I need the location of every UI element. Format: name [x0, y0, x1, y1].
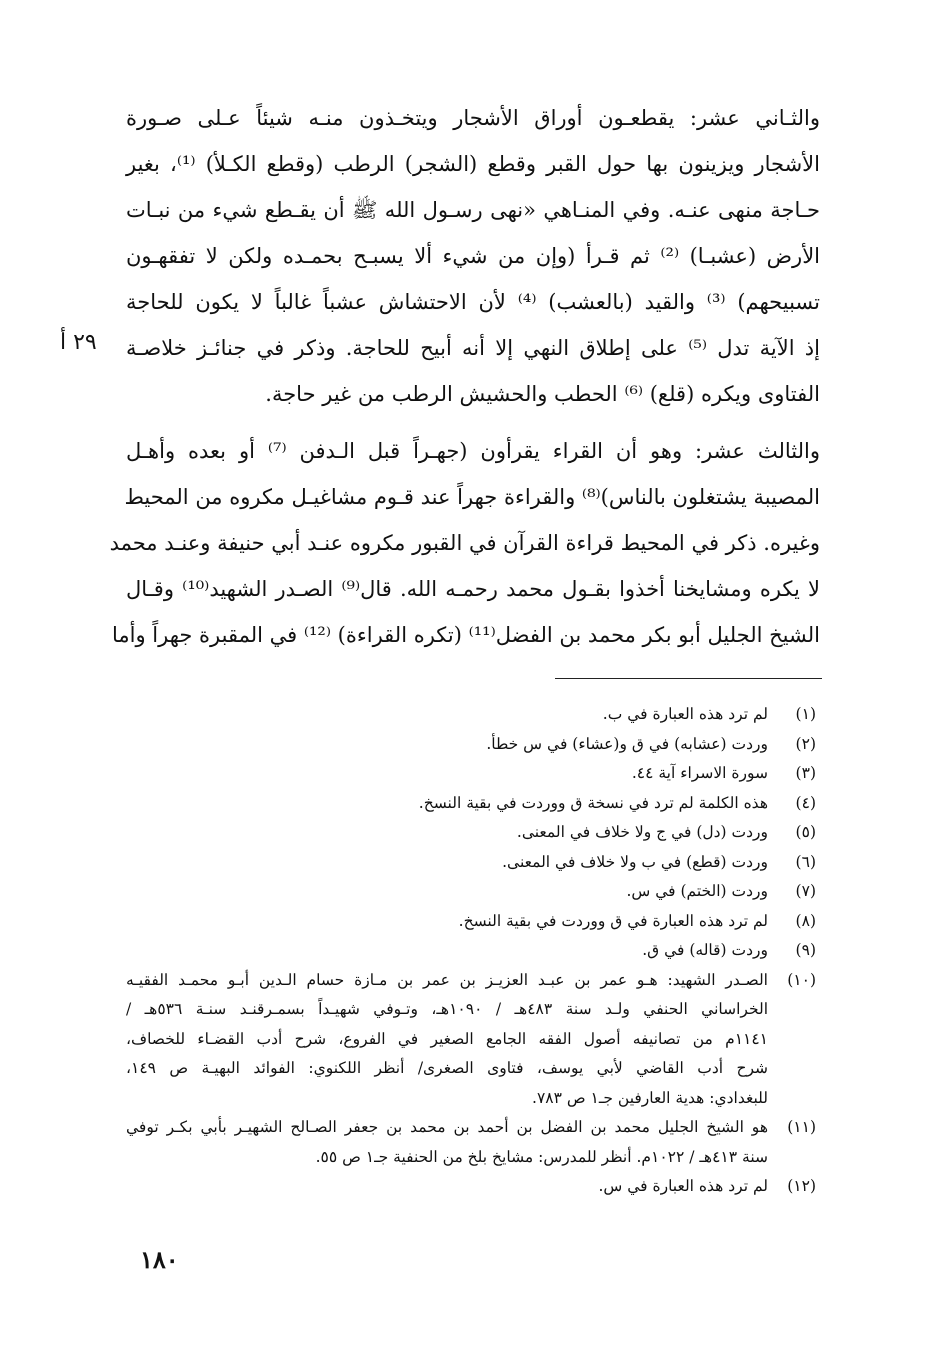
- footnote-divider: [555, 678, 822, 679]
- footnote-text: ١١٤١م من تصانيفه أصول الفقه الجامع الصغير في الفروع، شرح أدب القضـاء للخصاف،: [126, 1029, 768, 1048]
- footnote-number: (٥): [795, 823, 816, 841]
- footnote-text: وردت (قطع) في ب ولا خلاف في المعنى.: [502, 852, 768, 871]
- footnote: [126, 848, 816, 878]
- footnote-text: سورة الاسراء آية ٤٤.: [631, 764, 768, 782]
- footnote: [126, 966, 816, 1114]
- text-line: الأرض (عشبـا) ⁽²⁾ ثم قـرأ (وإن من شيء ألا يسبـح بحمـده ولكن لا تفقهـون: [126, 244, 821, 268]
- footnote: [126, 700, 816, 730]
- footnote-text: وردت (دل) في ج ولا خلاف في المعنى.: [516, 823, 768, 841]
- footnote-text: شرح أدب القاضي لأبي يوسف، فتاوى الصغرى/ أنظر اللكنوي: الفوائد البهيـة ص ١٤٩،: [126, 1059, 768, 1077]
- footnote-text: الخراساني الحنفي ولـد سنة ٤٨٣هـ / ١٠٩٠هـ، وتـوفي شهيـداً بسمـرقنـد سنـة ٥٣٦هـ /: [126, 1000, 769, 1018]
- text-line: الشيخ الجليل أبو بكر محمد بن الفضل⁽¹¹⁾ (تكره القراءة) ⁽¹²⁾ في المقبرة جهراً وأما: [111, 623, 820, 647]
- footnote-number: (٤): [795, 793, 816, 812]
- footnote-number: (٩): [795, 941, 816, 959]
- text-line: الأشجار ويزينون بها حول القبر وقطع (الشجر) الرطب (وقطع الكـلأ) ⁽¹⁾، بغير: [126, 152, 820, 176]
- footnote-text: لم ترد هذه العبارة في ب.: [602, 705, 768, 723]
- footnote: [126, 877, 816, 907]
- footnote-text: هو الشيخ الجليل محمد بن الفضل بن أحمد بن محمد بن جعفر الصـالح الشهيـر بأبي بكـر توفي: [126, 1118, 768, 1136]
- text-line: والثـاني عشر: يقطعـون أوراق الأشجار ويتخـذون منـه شيئاً عـلى صـورة: [126, 106, 820, 130]
- footnote-text: لم ترد هذه العبارة في س.: [598, 1177, 768, 1195]
- footnote: [126, 759, 816, 789]
- paragraph-twelfth: [126, 95, 820, 417]
- paragraph-thirteenth: [109, 428, 820, 658]
- text-line: حـاجة منهى عنـه. وفي المنـاهي «نهى رسـول الله ﷺ أن يقـطع شيء من نبـات: [126, 198, 820, 222]
- footnote: [126, 818, 816, 848]
- footnote-text: وردت (الختم) في س.: [626, 882, 768, 900]
- footnote: [126, 1172, 816, 1202]
- footnote-number: (١٠): [787, 970, 816, 989]
- footnote: [126, 730, 816, 760]
- footnote-text: لم ترد هذه العبارة في ق ووردت في بقية النسخ.: [458, 911, 768, 930]
- text-line: والثالث عشر: وهو أن القراء يقرأون (جهـراً قبل الـدفن ⁽⁷⁾ أو بعده وأهـل: [126, 439, 820, 463]
- footnote-text: هذه الكلمة لم ترد في نسخة ق ووردت في بقية النسخ.: [418, 793, 768, 812]
- text-line: وغيره. ذكر في المحيط قراءة القرآن في القبور مكروه عنـد أبي حنيفة وعنـد محمد: [109, 531, 820, 555]
- footnote: [126, 936, 816, 966]
- footnote: [126, 907, 816, 937]
- text-line: لا يكره ومشايخنا أخذوا بقـول محمد رحمـه الله. قال⁽⁹⁾ الصـدر الشهيد⁽¹⁰⁾ وقـال: [126, 577, 820, 601]
- footnote-text: وردت (عشابه) في ق و(عشاء) في س خطأ.: [486, 734, 768, 753]
- footnote-number: (١١): [787, 1118, 816, 1136]
- footnote: [126, 1113, 816, 1172]
- footnote-number: (٣): [795, 764, 816, 782]
- footnote-number: (١): [795, 705, 816, 723]
- footnote: [126, 789, 816, 819]
- footnote-text: للبغدادي: هدية العارفين جـ١ ص ٧٨٣.: [532, 1088, 768, 1107]
- footnote-number: (٦): [795, 852, 816, 871]
- text-line: تسبيحهم) ⁽³⁾ والقيد (بالعشب) ⁽⁴⁾ لأن الاحتشاش عشباً غالباً لا يكون للحاجة: [126, 290, 820, 314]
- text-line: المصيبة يشتغلون بالناس)⁽⁸⁾ والقراءة جهراً عند قـوم مشاغيـل مكروه من المحيط: [124, 485, 820, 509]
- page-number: ١٨٠: [140, 1245, 179, 1274]
- margin-folio-note: ٢٩ أ: [60, 330, 97, 355]
- footnote-text: الصـدر الشهيد: هـو عمر بن عبـد العزيـز بن عمر بن مـازة حسام الـدين أبـو محمـد الفقيـه: [126, 970, 768, 989]
- footnote-number: (١٢): [787, 1177, 816, 1195]
- footnote-text: سنة ٤١٣هـ / ١٠٢٢م. أنظر للمدرس: مشايخ بلخ من الحنفية جـ١ ص ٥٥.: [315, 1147, 768, 1166]
- footnote-text: وردت (قاله) في ق.: [642, 941, 768, 959]
- footnote-number: (٨): [795, 911, 816, 930]
- footnote-number: (٧): [795, 882, 816, 900]
- footnote-number: (٢): [795, 734, 816, 753]
- text-line: الفتاوى ويكره (قلع) ⁽⁶⁾ الحطب والحشيش الرطب من غير حاجة.: [265, 382, 820, 406]
- footnotes: [126, 700, 816, 1202]
- text-line: إذ الآية تدل ⁽⁵⁾ على إطلاق النهي إلا أنه أبيح للحاجة. وذكر في جنائـز خلاصـة: [126, 336, 820, 360]
